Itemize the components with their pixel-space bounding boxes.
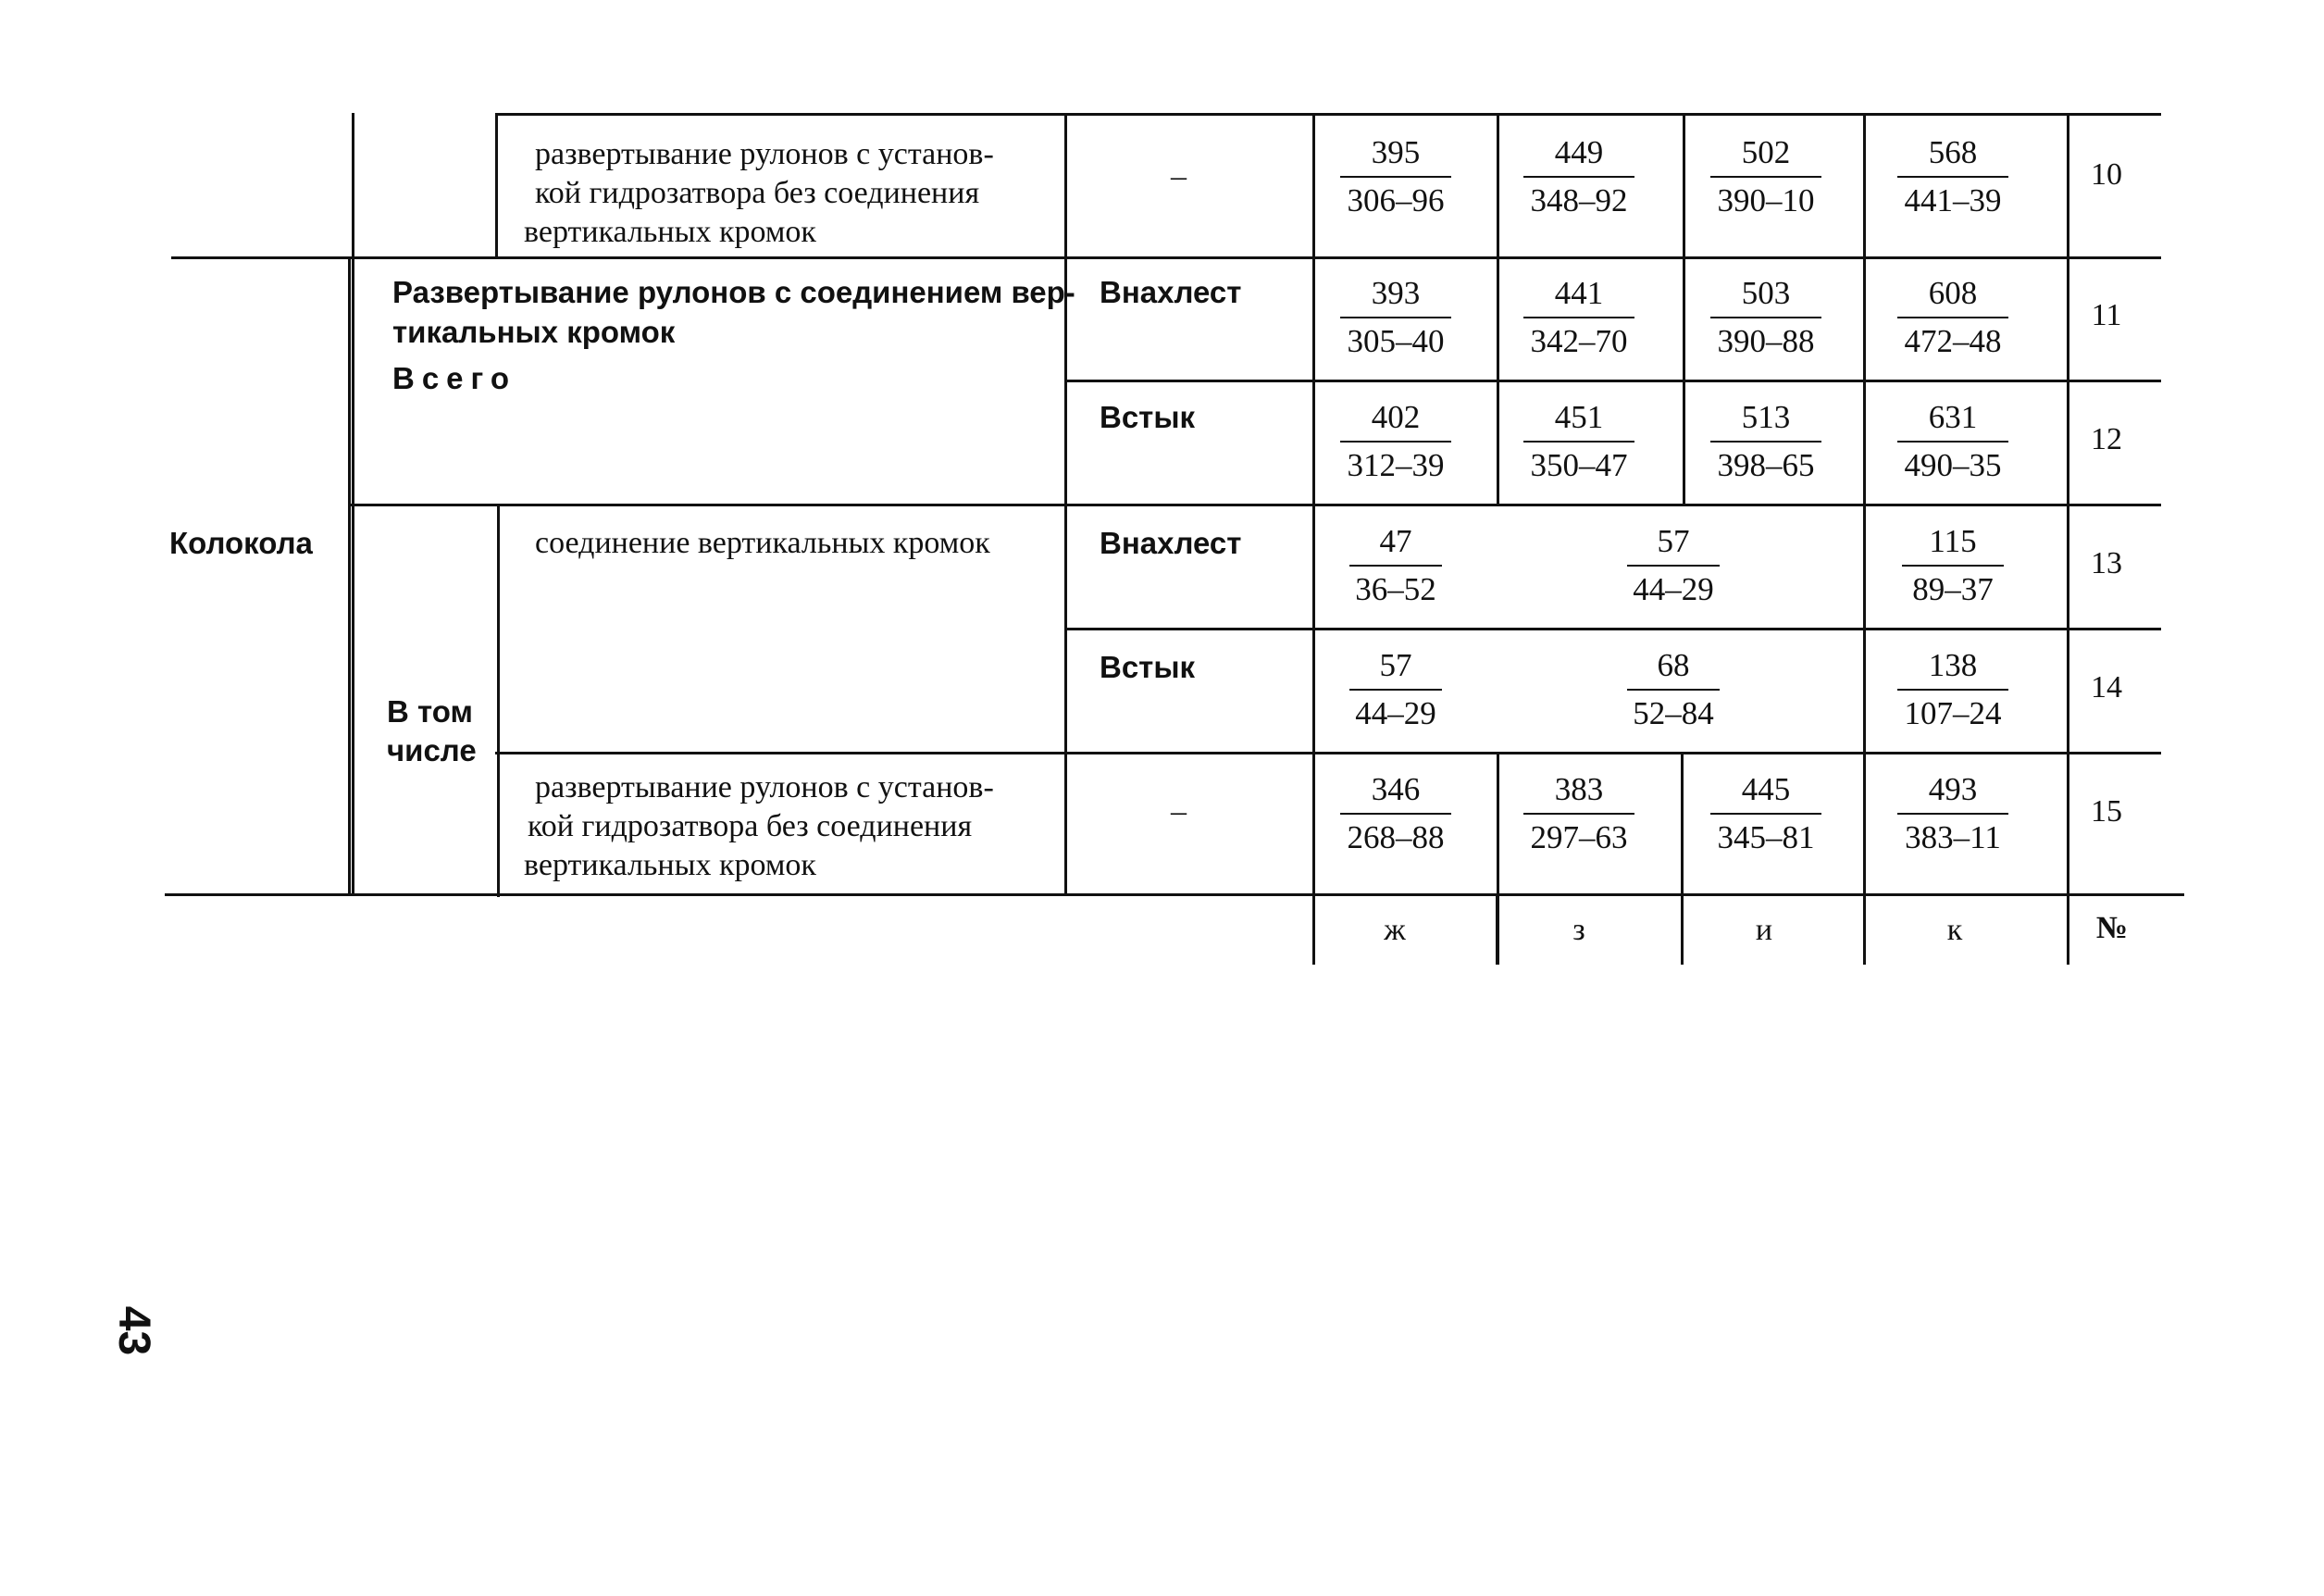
fraction-denominator: 383–11 xyxy=(1905,819,2001,855)
all-label-line2: тикальных кромок xyxy=(392,315,676,349)
rule xyxy=(2067,113,2069,965)
value-fraction xyxy=(1888,396,2018,487)
rule xyxy=(350,504,2161,506)
value-fraction xyxy=(1888,768,2018,859)
fraction-numerator: 138 xyxy=(1928,647,1978,683)
fraction-numerator: 68 xyxy=(1657,647,1690,683)
fraction-denominator: 312–39 xyxy=(1347,447,1445,483)
row-number: 13 xyxy=(2091,546,2122,580)
column-letter: з xyxy=(1572,913,1585,947)
column-letter: и xyxy=(1755,913,1773,947)
value-fraction xyxy=(1888,272,2018,363)
rule xyxy=(1683,113,1685,504)
value-fraction xyxy=(1609,520,1738,611)
row-number: 10 xyxy=(2091,157,2122,192)
fraction-denominator: 398–65 xyxy=(1717,447,1815,483)
column-letter: ж xyxy=(1384,913,1406,947)
including-label-line1: В том xyxy=(387,694,473,729)
fraction-denominator: 44–29 xyxy=(1633,571,1714,607)
fraction-denominator: 345–81 xyxy=(1717,819,1815,855)
rule xyxy=(1064,113,1067,895)
value-fraction xyxy=(1514,131,1644,222)
value-fraction xyxy=(1514,272,1644,363)
fraction-denominator: 44–29 xyxy=(1355,695,1436,731)
fraction-denominator: 342–70 xyxy=(1530,323,1628,359)
joint-type: Внахлест xyxy=(1100,275,1242,309)
value-fraction xyxy=(1701,131,1831,222)
joint-type: Встык xyxy=(1100,650,1196,684)
value-fraction xyxy=(1331,131,1460,222)
rule xyxy=(497,504,500,897)
value-fraction xyxy=(1888,131,2018,222)
total-label: Всего xyxy=(392,361,517,395)
fraction-denominator: 350–47 xyxy=(1530,447,1628,483)
value-fraction xyxy=(1514,396,1644,487)
row-number: 15 xyxy=(2091,794,2122,829)
fraction-numerator: 57 xyxy=(1379,647,1412,683)
row-number: 11 xyxy=(2091,298,2122,332)
joint-type: – xyxy=(1171,159,1187,193)
rule xyxy=(495,113,498,256)
fraction-denominator: 52–84 xyxy=(1633,695,1714,731)
rule xyxy=(495,113,2161,116)
fraction-numerator: 503 xyxy=(1741,275,1791,311)
rule xyxy=(1064,628,2161,630)
joint-type: – xyxy=(1171,794,1187,829)
value-fraction xyxy=(1701,768,1831,859)
fraction-numerator: 395 xyxy=(1371,134,1421,170)
rule xyxy=(1496,893,1498,965)
fraction-numerator: 568 xyxy=(1928,134,1978,170)
column-letter: к xyxy=(1946,913,1963,947)
fraction-numerator: 383 xyxy=(1554,771,1604,807)
column-letter: № xyxy=(2095,911,2129,945)
fraction-numerator: 115 xyxy=(1929,523,1977,559)
row-description: развертывание рулонов с установ- xyxy=(535,770,994,804)
value-fraction xyxy=(1331,396,1460,487)
fraction-numerator: 451 xyxy=(1554,399,1604,435)
fraction-denominator: 297–63 xyxy=(1530,819,1628,855)
fraction-denominator: 441–39 xyxy=(1904,182,2002,218)
rule xyxy=(1064,380,2161,382)
page-number: 43 xyxy=(109,1305,159,1356)
fraction-numerator: 608 xyxy=(1928,275,1978,311)
rule xyxy=(1863,113,1866,965)
row-description: развертывание рулонов с установ- xyxy=(535,137,994,171)
fraction-denominator: 305–40 xyxy=(1347,323,1445,359)
value-fraction xyxy=(1331,644,1460,735)
fraction-denominator: 89–37 xyxy=(1912,571,1994,607)
row-description: вертикальных кромок xyxy=(524,215,816,249)
value-fraction xyxy=(1888,520,2018,611)
fraction-denominator: 490–35 xyxy=(1904,447,2002,483)
value-fraction xyxy=(1331,520,1460,611)
fraction-numerator: 47 xyxy=(1379,523,1412,559)
fraction-denominator: 268–88 xyxy=(1347,819,1445,855)
rule xyxy=(1312,113,1315,965)
fraction-denominator: 107–24 xyxy=(1904,695,2002,731)
row-description: вертикальных кромок xyxy=(524,848,816,882)
row-number: 12 xyxy=(2091,422,2122,456)
rule xyxy=(495,752,2161,754)
fraction-numerator: 393 xyxy=(1371,275,1421,311)
joint-type: Внахлест xyxy=(1100,526,1242,560)
including-label-line2: числе xyxy=(387,733,477,767)
rule xyxy=(1681,752,1684,965)
fraction-denominator: 472–48 xyxy=(1904,323,2002,359)
rule xyxy=(348,256,351,895)
fraction-numerator: 513 xyxy=(1741,399,1791,435)
row-description: соединение вертикальных кромок xyxy=(535,526,990,560)
row-description: кой гидрозатвора без соединения xyxy=(528,809,973,843)
value-fraction xyxy=(1609,644,1738,735)
fraction-numerator: 441 xyxy=(1554,275,1604,311)
fraction-numerator: 631 xyxy=(1928,399,1978,435)
fraction-numerator: 445 xyxy=(1741,771,1791,807)
fraction-numerator: 346 xyxy=(1371,771,1421,807)
rule xyxy=(165,893,2184,896)
value-fraction xyxy=(1888,644,2018,735)
fraction-numerator: 493 xyxy=(1928,771,1978,807)
fraction-denominator: 36–52 xyxy=(1355,571,1436,607)
rule xyxy=(1497,113,1499,504)
row-number: 14 xyxy=(2091,670,2122,704)
row-description: кой гидрозатвора без соединения xyxy=(535,176,980,210)
all-label-line1: Развертывание рулонов с соединением вер- xyxy=(392,275,1075,309)
value-fraction xyxy=(1331,768,1460,859)
fraction-denominator: 306–96 xyxy=(1347,182,1445,218)
fraction-numerator: 402 xyxy=(1371,399,1421,435)
value-fraction xyxy=(1701,272,1831,363)
rule xyxy=(352,113,354,895)
fraction-numerator: 449 xyxy=(1554,134,1604,170)
fraction-numerator: 57 xyxy=(1657,523,1690,559)
joint-type: Встык xyxy=(1100,400,1196,434)
value-fraction xyxy=(1701,396,1831,487)
fraction-denominator: 390–10 xyxy=(1717,182,1815,218)
group-label: Колокола xyxy=(169,526,313,560)
fraction-denominator: 390–88 xyxy=(1717,323,1815,359)
fraction-numerator: 502 xyxy=(1741,134,1791,170)
fraction-denominator: 348–92 xyxy=(1530,182,1628,218)
value-fraction xyxy=(1331,272,1460,363)
value-fraction xyxy=(1514,768,1644,859)
